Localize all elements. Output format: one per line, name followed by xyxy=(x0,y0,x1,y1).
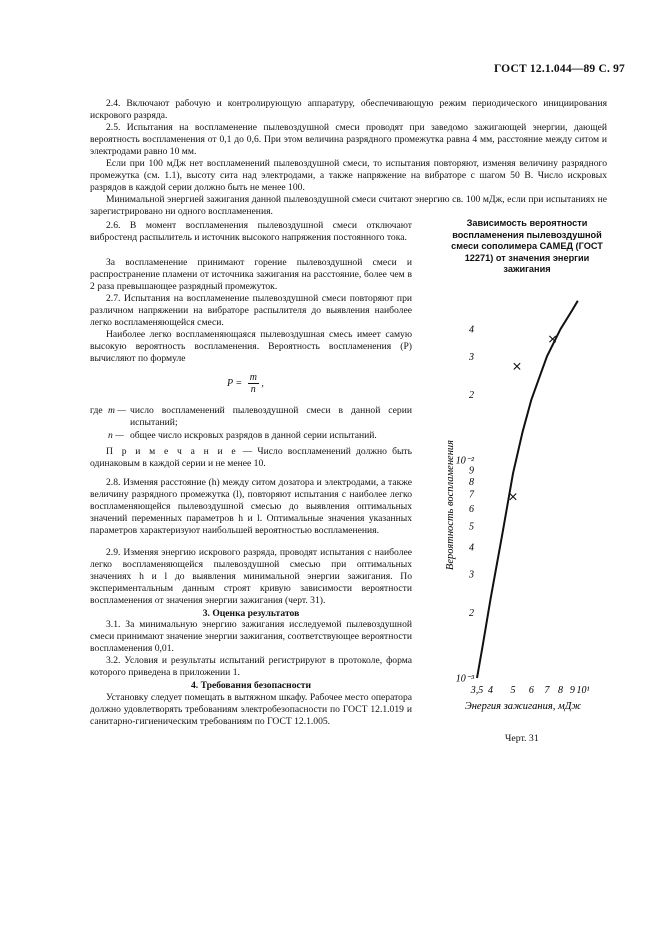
formula-numerator: m xyxy=(249,372,257,383)
page-header: ГОСТ 12.1.044—89 С. 97 xyxy=(493,63,625,75)
x-axis-ticks xyxy=(470,685,590,696)
data-point-marker xyxy=(514,363,520,369)
definition-m xyxy=(90,405,412,429)
section-4-heading: 4. Требования безопасности xyxy=(190,680,311,691)
paragraph-3-1: 3.1. За минимальную энергию зажигания исследуемой пылевоздушной смеси принимают значение энергии зажигания, соответствующее вероятности воспламенения 0,01. xyxy=(90,619,412,654)
y-tick-label: 5 xyxy=(469,521,474,533)
probability-formula xyxy=(227,372,264,395)
note-text: — Число воспламенений должно быть одинаковым в каждой серии и не менее 10. xyxy=(90,446,412,469)
figure-caption: Черт. 31 xyxy=(505,733,539,744)
y-tick-label: 9 xyxy=(469,465,474,477)
x-tick-label: 9 xyxy=(569,685,575,696)
x-tick-label: 3,5 xyxy=(470,685,484,696)
paragraph-4: Установку следует помещать в вытяжном шкафу. Рабочее место оператора должно удовлетворять требованиям электробезопасности по ГОСТ 12.1.019 и санитарно-гигиеническим требованиям по ГОСТ 12.1.005. xyxy=(90,692,412,727)
definition-n xyxy=(90,430,412,442)
definition-n-symbol: n — xyxy=(108,429,124,441)
y-tick-label: 3 xyxy=(469,351,474,363)
definition-n-text: общее число искровых разрядов в данной серии испытаний. xyxy=(130,429,377,441)
y-tick-label: 10⁻² xyxy=(455,455,474,467)
y-axis-label: Вероятность воспламенения xyxy=(445,439,456,571)
y-tick-label: 2 xyxy=(469,390,474,402)
note xyxy=(90,446,412,470)
section-3-heading: 3. Оценка результатов xyxy=(202,608,300,619)
paragraph-2-7-b: Наиболее легко воспламеняющаяся пылевоздушная смесь имеет самую высокую вероятность воспламенения. Вероятность воспламенения (P) вычисляют по формуле xyxy=(90,329,412,364)
definition-m-symbol: m — xyxy=(108,405,126,416)
probability-curve xyxy=(477,301,578,678)
paragraph-2-7: 2.7. Испытания на воспламенение пылевоздушной смеси повторяют при различном напряжении на вибраторе распылителя до выявления наиболее легко воспламеняющейся смеси. xyxy=(90,293,412,328)
formula-lhs: P = xyxy=(227,377,243,389)
definition-intro: где xyxy=(90,405,103,416)
y-tick-label: 2 xyxy=(469,607,474,619)
probability-chart xyxy=(425,290,605,720)
paragraph-2-5-c: Минимальной энергией зажигания данной пылевоздушной смеси считают энергию св. 100 мДж, если при испытаниях не зарегистрировано ни одного воспламенения. xyxy=(90,194,607,217)
y-axis-ticks xyxy=(456,325,475,685)
formula-denominator: n xyxy=(250,384,256,395)
formula-fraction xyxy=(248,372,259,395)
note-label: П р и м е ч а н и е xyxy=(106,446,238,457)
paragraph-2-9: 2.9. Изменяя энергию искрового разряда, проводят испытания с наиболее легко воспламеняющейся пылевоздушной смесью при оптимальных значениях h и l до выявления минимальной энергии зажигания. По экспериментальным данным строят кривую зависимости вероятности воспламенения от значения энергии зажигания (черт. 31). xyxy=(90,547,412,606)
paragraph-2-4: 2.4. Включают рабочую и контролирующую аппаратуру, обеспечивающую режим периодического инициирования искрового разряда. xyxy=(90,98,607,121)
y-tick-label: 4 xyxy=(469,542,474,554)
data-point-marker xyxy=(510,493,516,499)
y-tick-label: 6 xyxy=(469,504,474,516)
formula-definitions xyxy=(90,405,412,442)
y-tick-label: 3 xyxy=(469,569,474,581)
y-tick-label: 7 xyxy=(469,489,474,501)
paragraph-2-5-b: Если при 100 мДж нет воспламенений пылевоздушной смеси, то испытания повторяют, изменяя величину разрядного промежутка (см. 1.1), высоту сита над электродами, а также напряжение на вибраторе с шагом 50 В. Число искровых разрядов в каждой серии должно быть не менее 100. xyxy=(90,158,607,193)
paragraph-2-5: 2.5. Испытания на воспламенение пылевоздушной смеси проводят при заведомо зажигающей энергии, дающей вероятность воспламенения от 0,1 до 0,6. При этом величина разрядного промежутка равна 4 мм, расстояние между ситом и электродами равно 10 мм. xyxy=(90,122,607,157)
x-tick-label: 4 xyxy=(487,685,493,696)
y-tick-label: 8 xyxy=(469,476,474,488)
paragraph-2-8: 2.8. Изменяя расстояние (h) между ситом дозатора и электродами, а также величину разрядного промежутка (l), повторяют испытания с наиболее легко воспламеняющейся пылевоздушной смесью до выявления оптимальных значений переменных параметров h и l. Оптимальные значения указанных параметров характеризуют наибольшей вероятностью воспламенения. xyxy=(90,477,412,536)
paragraph-2-6-b: За воспламенение принимают горение пылевоздушной смеси и распространение пламени от источника зажигания на расстояние, более чем в 2 раза превышающее разрядный промежуток. xyxy=(90,257,412,292)
data-points xyxy=(510,336,556,500)
x-tick-label: 6 xyxy=(528,685,534,696)
x-tick-label: 10¹ xyxy=(576,685,590,696)
x-tick-label: 7 xyxy=(544,685,550,696)
chart-title: Зависимость вероятности воспламенения пылевоздушной смеси сополимера САМЕД (ГОСТ 12271) от значения энергии зажигания xyxy=(451,218,603,274)
y-tick-label: 4 xyxy=(469,324,474,336)
paragraph-2-6: 2.6. В момент воспламенения пылевоздушной смеси отключают вибростенд распылитель и источник высокого напряжения постоянного тока. xyxy=(90,220,412,243)
formula-comma: , xyxy=(261,377,264,389)
y-tick-label: 10⁻³ xyxy=(455,673,474,685)
x-axis-label: Энергия зажигания, мДж xyxy=(464,701,582,712)
paragraph-3-2: 3.2. Условия и результаты испытаний регистрируют в протоколе, форма которого приведена в приложении 1. xyxy=(90,655,412,678)
definition-m-text: число воспламенений пылевоздушной смеси в данной серии испытаний; xyxy=(130,405,412,428)
x-tick-label: 5 xyxy=(510,685,516,696)
x-tick-label: 8 xyxy=(557,685,563,696)
